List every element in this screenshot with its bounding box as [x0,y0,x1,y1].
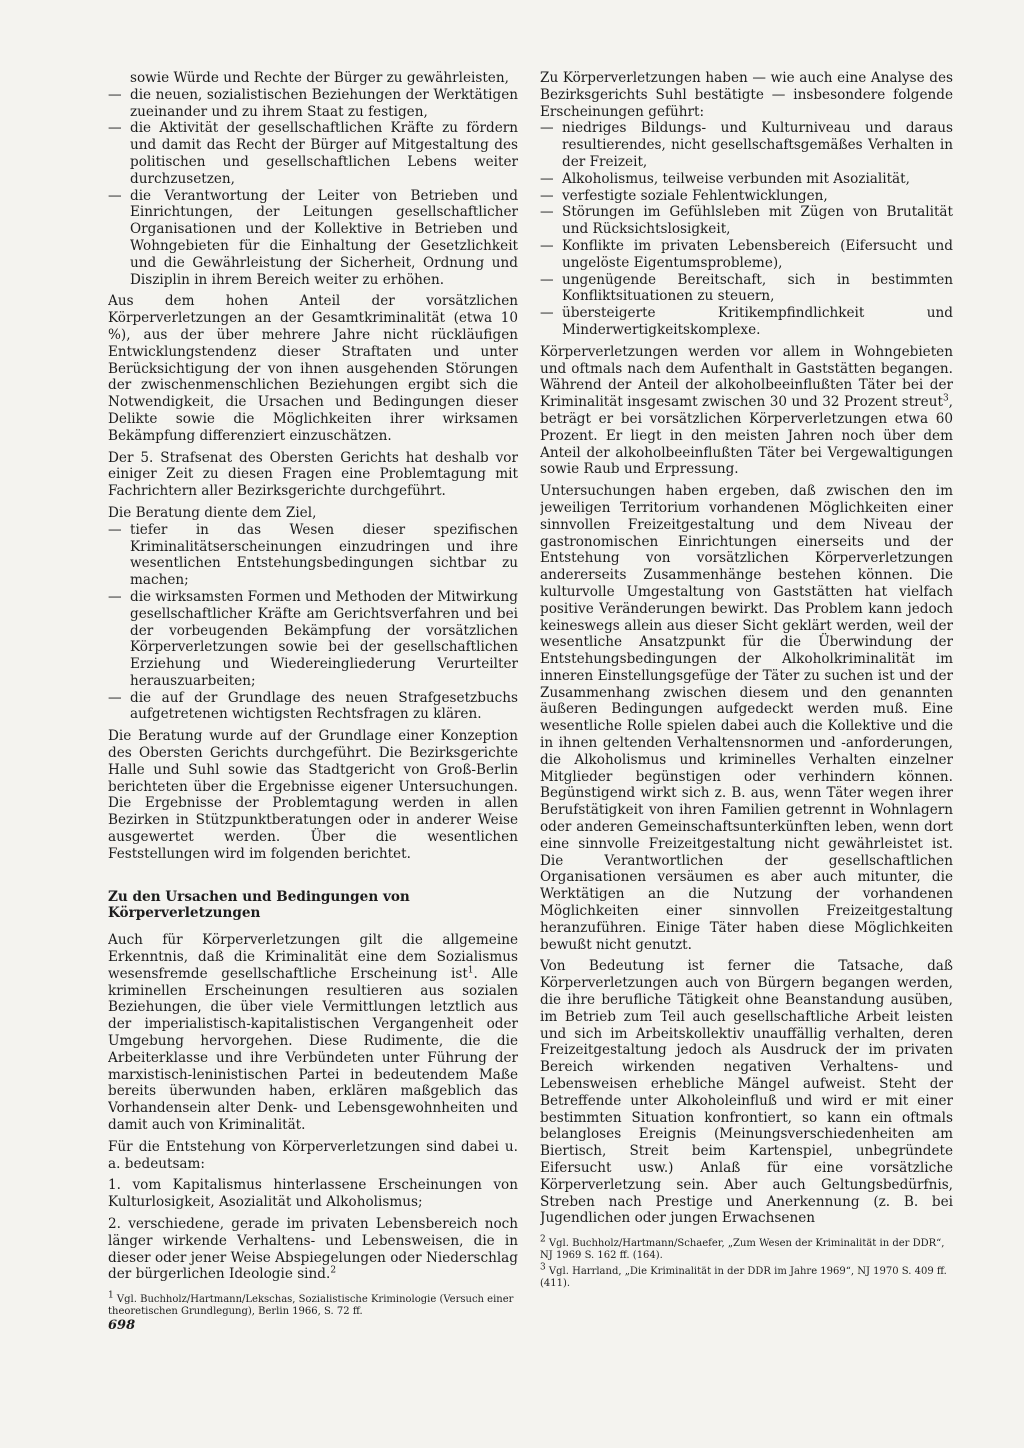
footnote-marker: 2 [540,1234,546,1245]
section-heading: Zu den Ursachen und Bedingungen von Körperverletzungen [108,888,410,922]
right-column [540,70,953,1394]
goals-list [108,87,518,289]
paragraph-erkenntnis [108,932,518,1134]
numbered-item-1: 1. vom Kapitalismus hinterlassene Erscheinungen von Kulturlosigkeit, Asozialität und Alkoholismus; [108,1177,518,1211]
paragraph-untersuchungen: Untersuchungen haben ergeben, daß zwischen den im jeweiligen Territorium vorhandenen Möglichkeiten einer sinnvollen Freizeitgestaltung und dem Niveau der gastronomischen Einrichtungen einerseits und der Entstehung von vorsätzlichen Körperverletzungen andererseits Zusammenhänge bestehen können. Die kulturvolle Umgestaltung von Gaststätten hat vielfach positive Veränderungen bewirkt. Das Problem kann jedoch keineswegs allein aus dieser Sicht geklärt werden, weil der wesentliche Ansatzpunkt für die Überwindung der Entstehungsbedingungen der Alkoholkriminalität im inneren Einstellungsgefüge der Täter zu suchen ist und der Zusammenhang zwischen diesem und den genannten äußeren Bedingungen aufgedeckt werden muß. Eine wesentliche Rolle spielen dabei auch die Kollektive und die in ihnen geltenden Verhaltensnormen und -anforderungen, die Alkoholismus und kriminelles Verhalten einzelner Mitglieder begünstigen oder verhindern können. Begünstigend wirkt sich z. B. aus, wenn Täter wegen ihrer Berufstätigkeit von ihren Familien getrennt in Wohnlagern oder anderen Gemeinschaftsunterkünften leben, wenn dort eine sinnvolle Freizeitgestaltung nicht gewährleistet ist. Die Verantwortlichen der gesellschaftlichen Organisationen versäumen es aber auch mitunter, die Werktätigen an die Nutzung der vorhandenen Möglichkeiten einer sinnvollen Freizeitgestaltung heranzuführen. Einige Täter haben diese Möglichkeiten bewußt nicht genutzt. [540,483,953,953]
footnote-marker: 3 [540,1262,546,1273]
factors-list [540,120,953,338]
list-item: — ungenügende Bereitschaft, sich in bestimmten Konfliktsituationen zu steuern, [540,272,953,306]
intro-continued: sowie Würde und Rechte der Bürger zu gewährleisten, [130,70,509,86]
aims-list [108,522,518,724]
paragraph-ziel: Die Beratung diente dem Ziel, [108,504,317,521]
paragraph-text: Körperverletzungen werden vor allem in Wohngebieten und oftmals nach dem Aufenthalt in Gaststätten begangen. Während der Anteil der alkoholbeeinflußten Täter bei der Kriminalität insgesamt zwischen 30 und 32 Prozent streut [540,343,953,411]
left-column [108,70,518,1334]
list-item: — Störungen im Gefühlsleben mit Zügen von Brutalität und Rücksichtslosigkeit, [540,204,953,238]
list-item: — die Verantwortung der Leiter von Betrieben und Einrichtungen, der Leitungen gesellschaftlicher Organisationen und der Kollektive in Betrieben und Wohngebieten für die Einhaltung der Gesetzlichkeit und die Gewährleistung der Sicherheit, Ordnung und Disziplin in ihrem Bereich weiter zu erhöhen. [108,188,518,289]
footnote-marker: 1 [108,1290,114,1301]
list-item: — die auf der Grundlage des neuen Strafgesetzbuchs aufgetretenen wichtigsten Rechtsfragen zu klären. [108,690,518,724]
list-item: — übersteigerte Kritikempfindlichkeit und Minderwertigkeitskomplexe. [540,305,953,339]
paragraph-text: . Alle kriminellen Erscheinungen resultieren aus sozialen Beziehungen, die über viele Vermittlungen letztlich aus der imperialistisch-kapitalistischen Vergangenheit oder Umgebung hervorgehen. Diese Rudimente, die die Arbeiterklasse und ihre Verbündeten unter Führung der marxistisch-leninistischen Partei in bedeutendem Maße bereits überwunden haben, erklären maßgeblich das Vorhandensein alter Denk- und Lebensgewohnheiten und damit auch von Kriminalität. [108,965,518,1134]
list-item: — Konflikte im privaten Lebensbereich (Eifersucht und ungelöste Eigentumsprobleme), [540,238,953,272]
footnote-ref: 1 [467,965,474,976]
footnote-2 [540,1234,953,1262]
paragraph-konzeption: Die Beratung wurde auf der Grundlage einer Konzeption des Obersten Gerichts durchgeführt. Die Bezirksgerichte Halle und Suhl sowie das Stadtgericht von Groß-Berlin berichteten über die Ergebnisse eigener Untersuchungen. Die Ergebnisse der Problemtagung werden in allen Bezirken in Stützpunktberatungen oder in anderer Weise ausgewertet werden. Über die wesentlichen Feststellungen wird im folgenden berichtet. [108,728,518,862]
list-item: — die Aktivität der gesellschaftlichen Kräfte zu fördern und damit das Recht der Bürger auf Mitgestaltung des politischen und gesellschaftlichen Lebens weiter durchzusetzen, [108,120,518,187]
numbered-item-text: 2. verschiedene, gerade im privaten Lebensbereich noch länger wirkende Verhaltens- und Lebensweisen, die in dieser oder jener Weise Abspiegelungen oder Niederschlag der bürgerlichen Ideologie sind. [108,1216,518,1283]
list-item: — die wirksamsten Formen und Methoden der Mitwirkung gesellschaftlicher Kräfte am Gerichtsverfahren und bei der vorbeugenden Bekämpfung der vorsätzlichen Körperverletzungen sowie bei der gesellschaftlichen Erziehung und Wiedereingliederung Verurteilter herauszuarbeiten; [108,589,518,690]
paragraph-text: Auch für Körperverletzungen gilt die allgemeine Erkenntnis, daß die Kriminalität eine dem Sozialismus wesensfremde gesellschaftliche Erscheinung ist [108,932,518,982]
footnote-ref: 3 [942,393,949,404]
paragraph-analyse: Zu Körperverletzungen haben — wie auch eine Analyse des Bezirksgerichts Suhl bestätigte — insbesondere folgende Erscheinungen geführt: [540,70,953,120]
footnote-text: Vgl. Harrland, „Die Kriminalität in der DDR im Jahre 1969“, NJ 1970 S. 409 ff. (411). [540,1266,947,1290]
footnote-text: Vgl. Buchholz/Hartmann/Lekschas, Sozialistische Kriminologie (Versuch einer theoretischen Grundlegung), Berlin 1966, S. 72 ff. [108,1294,514,1318]
paragraph-anteil: Aus dem hohen Anteil der vorsätzlichen Körperverletzungen an der Gesamtkriminalität (etwa 10 %), aus der über mehrere Jahre nicht rückläufigen Entwicklungstendenz dieser Straftaten und unter Berücksichtigung der von ihnen ausgehenden Störungen der zwischenmenschlichen Beziehungen ergibt sich die Notwendigkeit, die Ursachen und Bedingungen dieser Delikte sowie die Möglichkeiten ihrer wirksamen Bekämpfung differenziert einzuschätzen. [108,293,518,444]
list-item: — tiefer in das Wesen dieser spezifischen Kriminalitätserscheinungen einzudringen und ihre wesentlichen Entstehungsbedingungen sichtbar zu machen; [108,522,518,589]
footnote-3 [540,1262,953,1290]
paragraph-strafsenat: Der 5. Strafsenat des Obersten Gerichts hat deshalb vor einiger Zeit zu diesen Fragen eine Problemtagung mit Fachrichtern aller Bezirksgerichte durchgeführt. [108,449,518,500]
page-number: 698 [108,1318,136,1333]
list-item: — niedriges Bildungs- und Kulturniveau und daraus resultierendes, nicht gesellschaftsgemäßes Verhalten in der Freizeit, [540,120,953,170]
list-item: — die neuen, sozialistischen Beziehungen der Werktätigen zueinander und zu ihrem Staat zu festigen, [108,87,518,121]
list-item: — Alkoholismus, teilweise verbunden mit Asozialität, [540,171,953,188]
numbered-item-2 [108,1216,518,1283]
list-item: — verfestigte soziale Fehlentwicklungen, [540,188,953,205]
paragraph-bedeutung: Von Bedeutung ist ferner die Tatsache, daß Körperverletzungen auch von Bürgern begangen werden, die ihre berufliche Tätigkeit ohne Beanstandung ausüben, im Betrieb zum Teil auch gesellschaftliche Arbeit leisten und sich im Arbeitskollektiv unauffällig verhalten, deren Freizeitgestaltung jedoch als Ausdruck der im privaten Bereich wirkenden negativen Verhaltens- und Lebensweisen erhebliche Mängel aufweist. Steht der Betreffende unter Alkoholeinfluß und wird er mit einer bestimmten Situation konfrontiert, so kann ein oftmals belangloses Ereignis (Meinungsverschiedenheiten am Biertisch, Streit beim Kartenspiel, unbegründete Eifersucht usw.) Anlaß für eine vorsätzliche Körperverletzung sein. Aber auch Geltungsbedürfnis, Streben nach Prestige und Anerkennung (z. B. bei Jugendlichen oder jungen Erwachsenen [540,958,953,1227]
paragraph-text: , beträgt er bei vorsätzlichen Körperverletzungen etwa 60 Prozent. Er liegt in den meisten Jahren noch über dem Anteil der alkoholbeeinflußten Täter bei Vergewaltigungen sowie Raub und Erpressung. [540,394,953,478]
footnote-text: Vgl. Buchholz/Hartmann/Schaefer, „Zum Wesen der Kriminalität in der DDR“, NJ 1969 S. 162 ff. (164). [540,1238,945,1262]
paragraph-entstehung: Für die Entstehung von Körperverletzungen sind dabei u. a. bedeutsam: [108,1138,518,1172]
footnote-ref: 2 [330,1265,337,1276]
paragraph-wohngebiete [540,344,953,478]
footnote-1 [108,1290,518,1318]
